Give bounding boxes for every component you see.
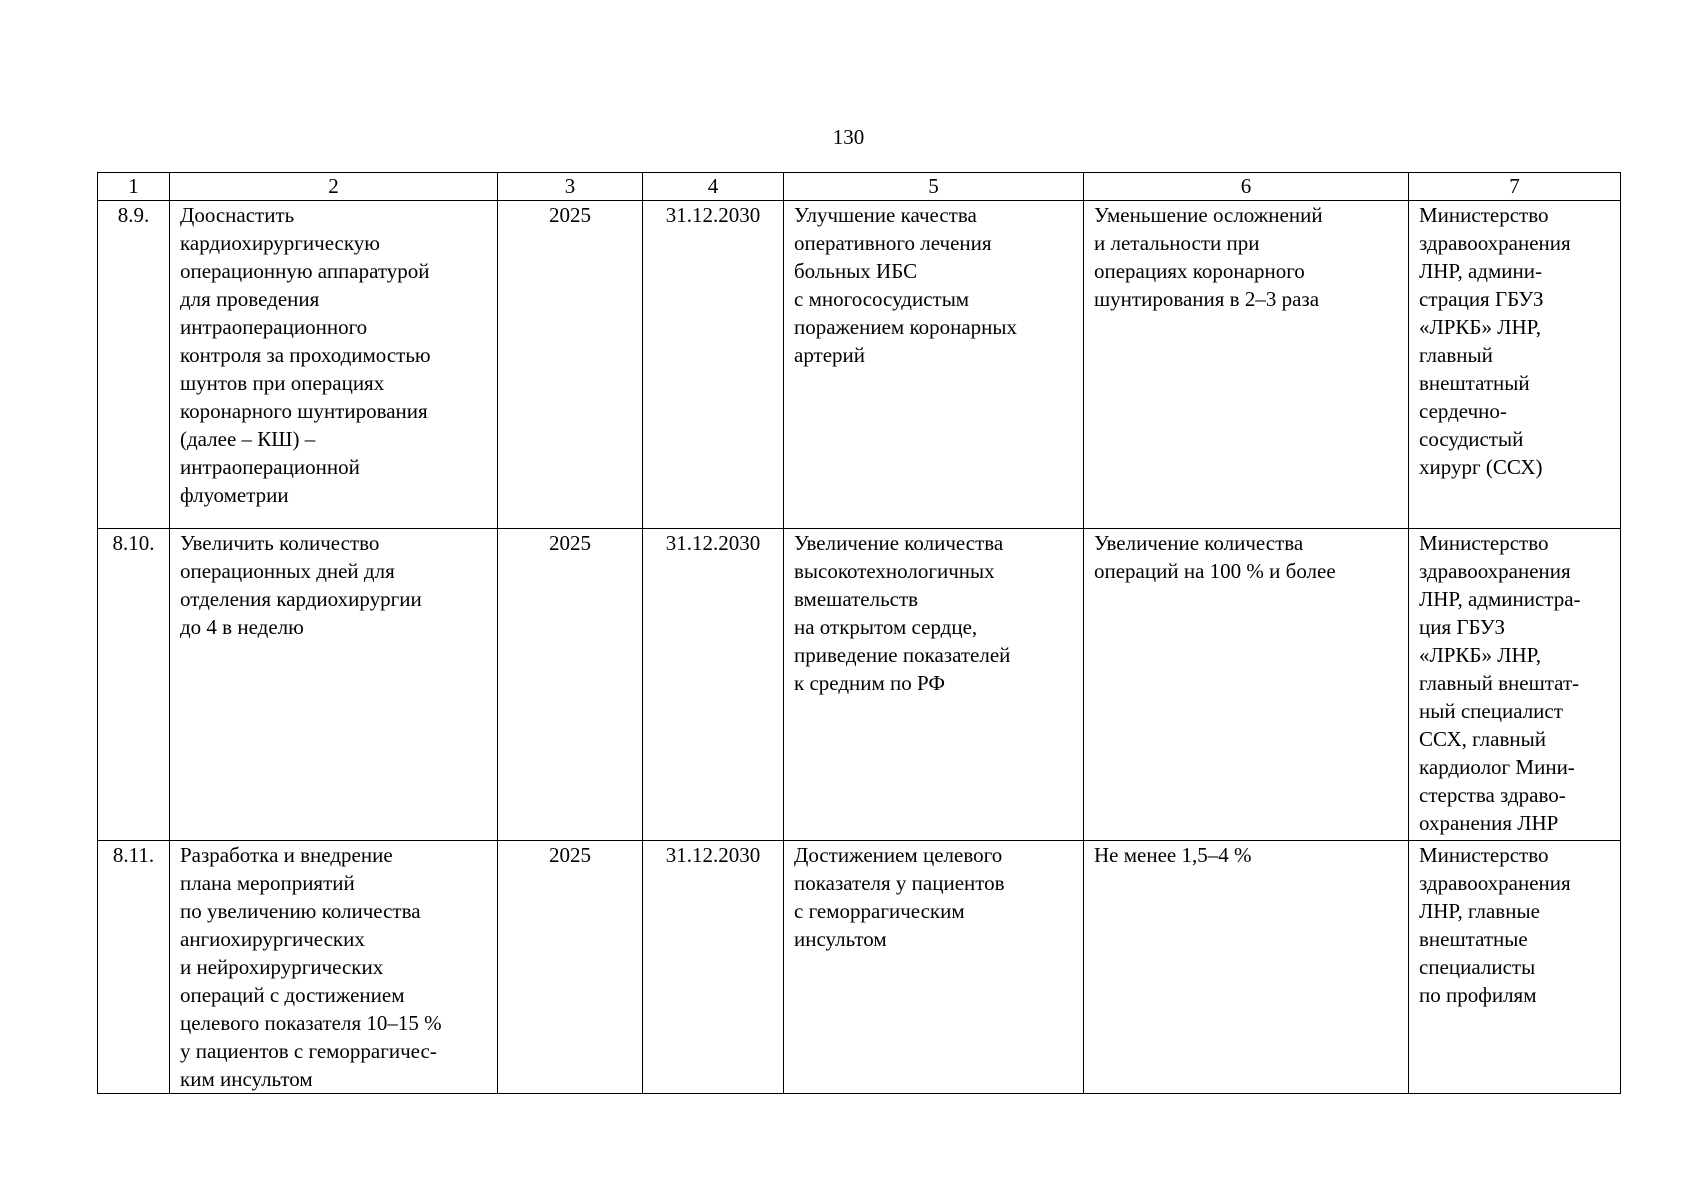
activity-cell: Дооснастить кардиохирургическую операционную аппаратурой для проведения интраоперационного контроля за проходимостью шунтов при операциях коронарного шунтирования (далее – КШ) – интраоперационной флуометрии: [170, 201, 498, 529]
measures-table: [97, 172, 1621, 1094]
goal-cell: Увеличение количества высокотехнологичных вмешательств на открытом сердце, приведение показателей к средним по РФ: [784, 529, 1084, 841]
row-number: 8.9.: [98, 201, 170, 529]
responsible-cell: Министерство здравоохранения ЛНР, администра- ция ГБУЗ «ЛРКБ» ЛНР, главный внештат- ный специалист ССХ, главный кардиолог Мини- стерства здраво- охранения ЛНР: [1409, 529, 1621, 841]
column-header: 1: [98, 173, 170, 201]
result-cell: Уменьшение осложнений и летальности при операциях коронарного шунтирования в 2–3 раза: [1084, 201, 1409, 529]
end-date-cell: 31.12.2030: [643, 201, 784, 529]
activity-cell: Разработка и внедрение плана мероприятий по увеличению количества ангиохирургических и нейрохирургических операций с достижением целевого показателя 10–15 % у пациентов с геморрагичес- ким инсультом: [170, 841, 498, 1094]
column-header: 6: [1084, 173, 1409, 201]
activity-cell: Увеличить количество операционных дней для отделения кардиохирургии до 4 в неделю: [170, 529, 498, 841]
column-header: 7: [1409, 173, 1621, 201]
start-year-cell: 2025: [498, 841, 643, 1094]
goal-cell: Достижением целевого показателя у пациентов с геморрагическим инсультом: [784, 841, 1084, 1094]
table-row: [98, 841, 1621, 1094]
column-header: 3: [498, 173, 643, 201]
responsible-cell: Министерство здравоохранения ЛНР, главные внештатные специалисты по профилям: [1409, 841, 1621, 1094]
end-date-cell: 31.12.2030: [643, 529, 784, 841]
start-year-cell: 2025: [498, 529, 643, 841]
row-number: 8.10.: [98, 529, 170, 841]
page-number: 130: [832, 125, 865, 149]
start-year-cell: 2025: [498, 201, 643, 529]
column-header: 2: [170, 173, 498, 201]
row-number: 8.11.: [98, 841, 170, 1094]
table-row: [98, 529, 1621, 841]
table-row: [98, 201, 1621, 529]
header-row: [98, 173, 1621, 201]
end-date-cell: 31.12.2030: [643, 841, 784, 1094]
column-header: 5: [784, 173, 1084, 201]
result-cell: Увеличение количества операций на 100 % и более: [1084, 529, 1409, 841]
result-cell: Не менее 1,5–4 %: [1084, 841, 1409, 1094]
responsible-cell: Министерство здравоохранения ЛНР, админи- страция ГБУЗ «ЛРКБ» ЛНР, главный внештатный сердечно- сосудистый хирург (ССХ): [1409, 201, 1621, 529]
column-header: 4: [643, 173, 784, 201]
goal-cell: Улучшение качества оперативного лечения больных ИБС с многососудистым поражением коронарных артерий: [784, 201, 1084, 529]
